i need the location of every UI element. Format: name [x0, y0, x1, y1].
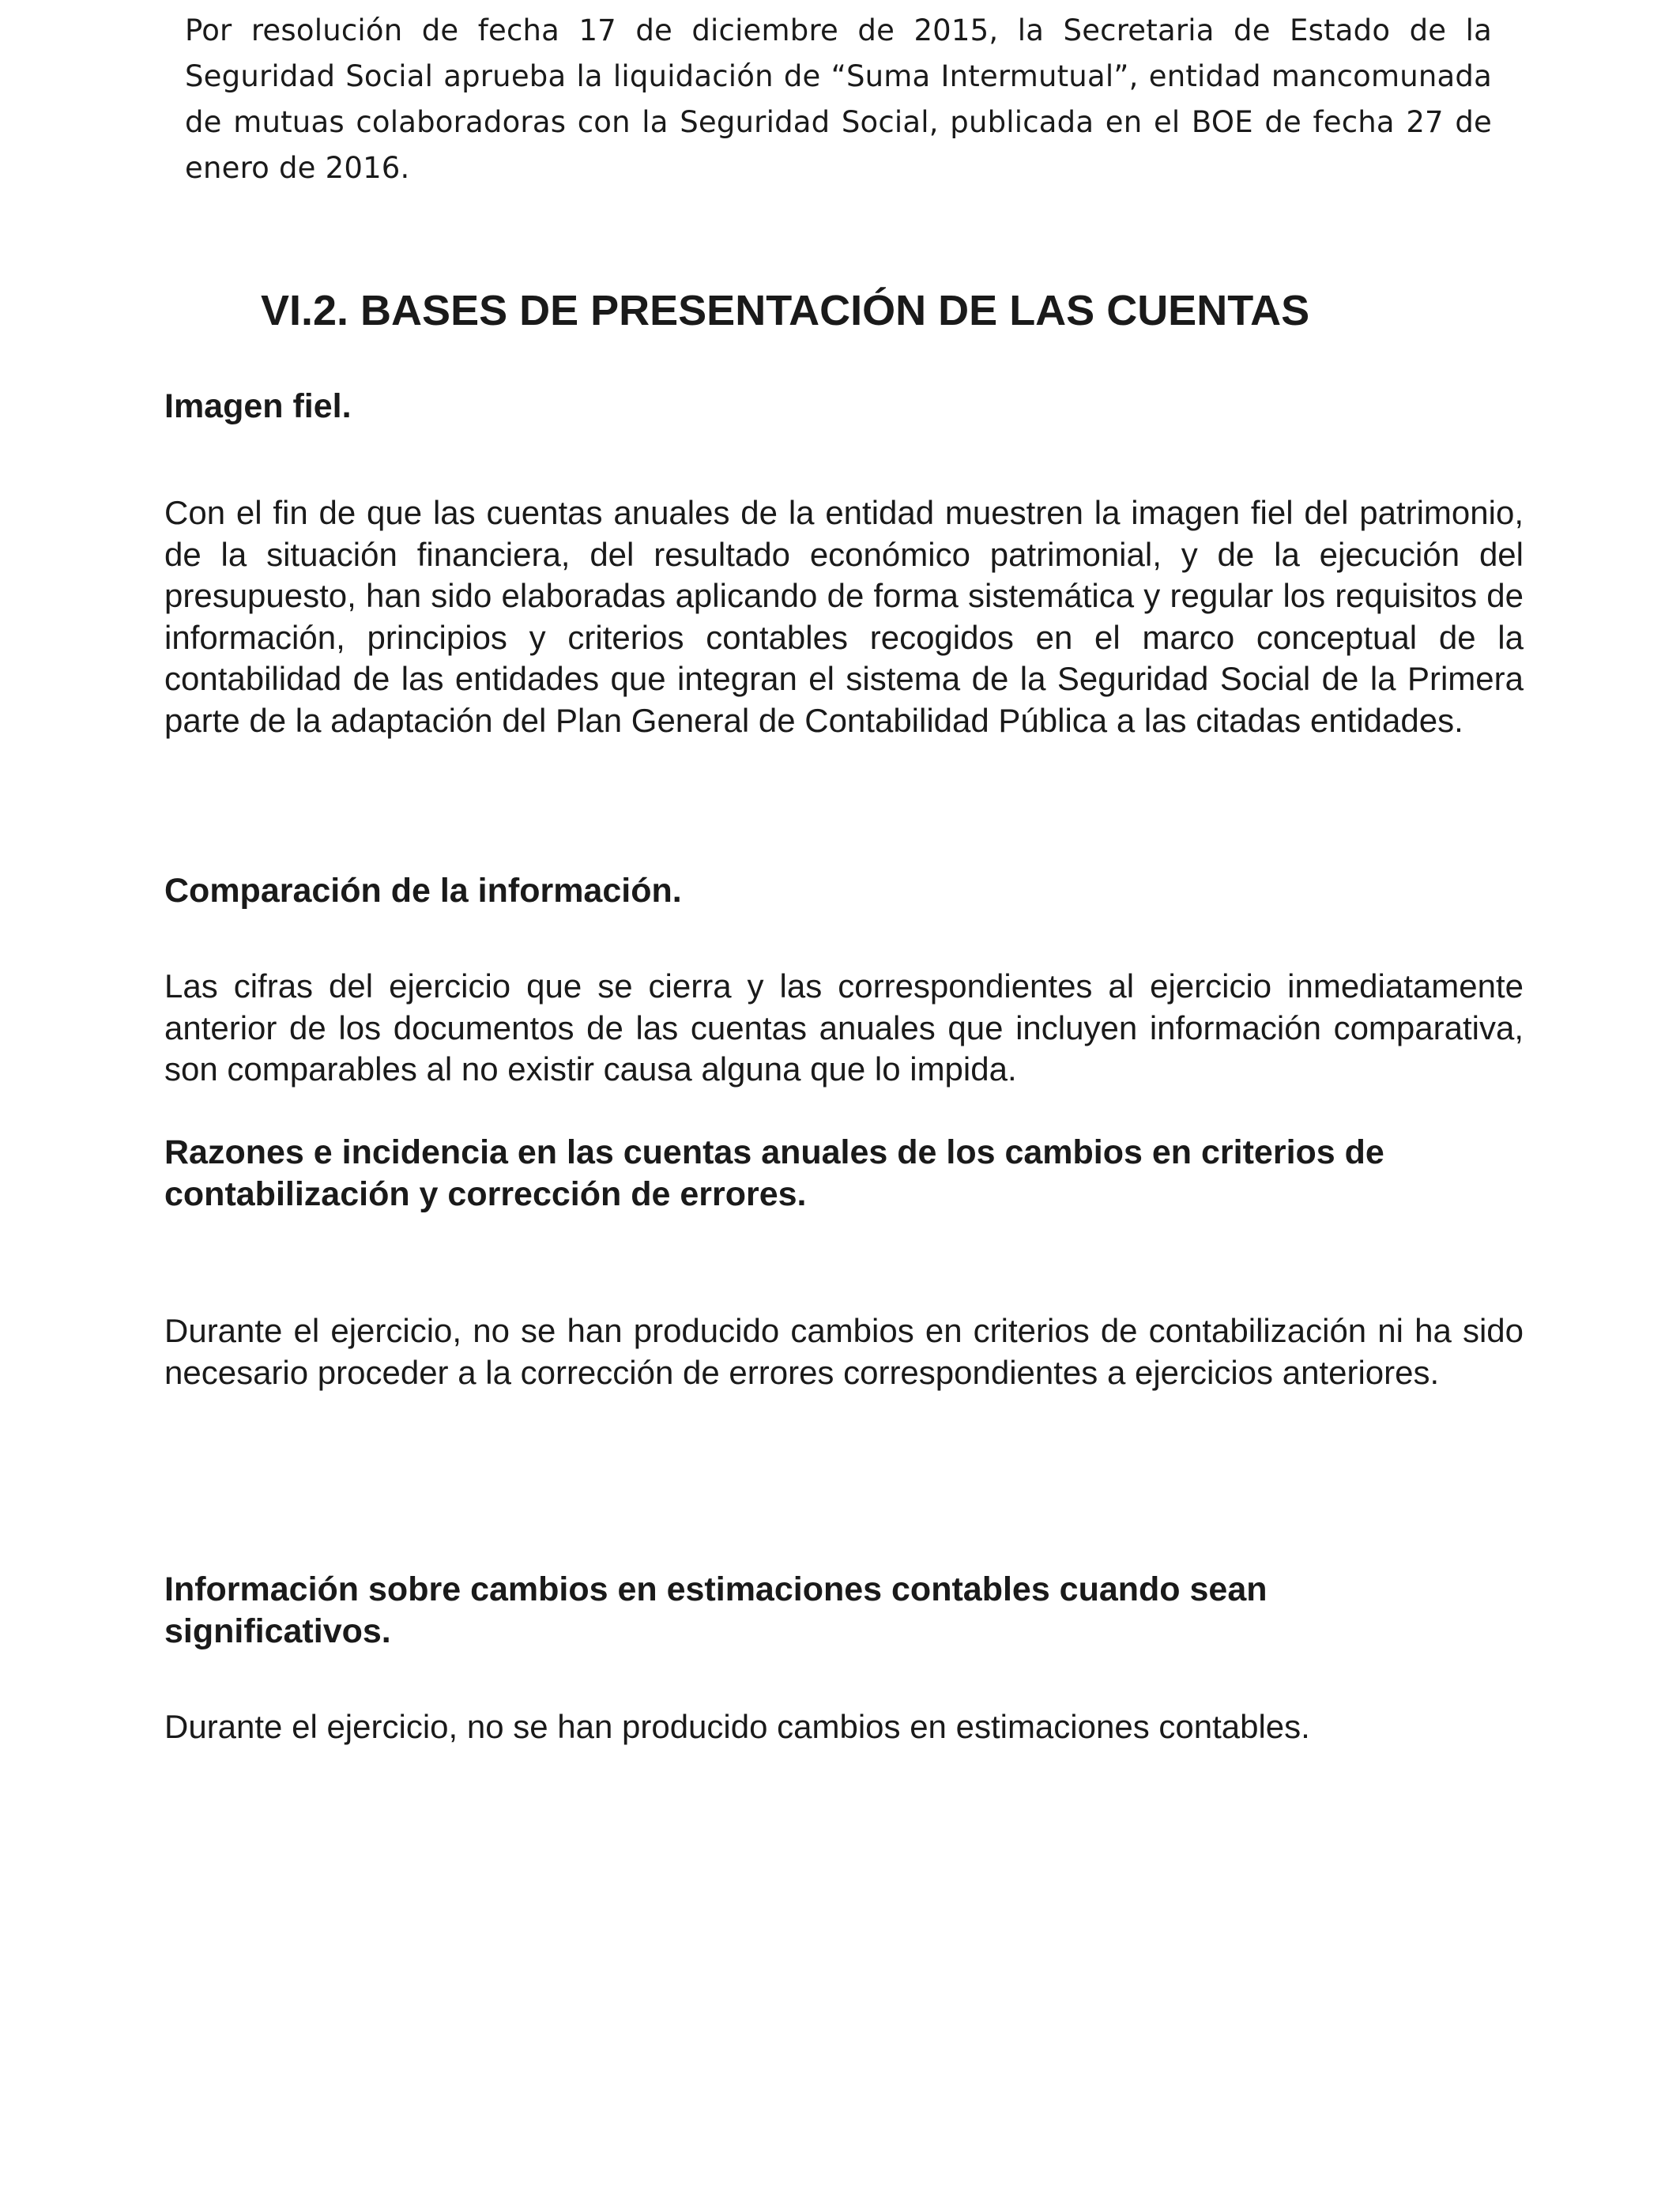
section-title: VI.2. BASES DE PRESENTACIÓN DE LAS CUENTAS	[261, 287, 1310, 334]
estimaciones-heading: Información sobre cambios en estimaciones contables cuando sean significativos.	[164, 1570, 1268, 1650]
imagen-fiel-heading: Imagen fiel.	[164, 387, 352, 425]
estimaciones-paragraph: Durante el ejercicio, no se han producido cambios en estimaciones contables.	[164, 1708, 1310, 1745]
comparacion-heading: Comparación de la información.	[164, 872, 682, 910]
imagen-fiel-paragraph: Con el fin de que las cuentas anuales de la entidad muestren la imagen fiel del patrimonio, de la situación financiera, del resultado económico patrimonial, y de la ejecución del presupuesto, han sido elaboradas aplicando de forma sistemática y regular los requisitos de información, principios y criterios contables recogidos en el marco conceptual de la contabilidad de las entidades que integran el sistema de la Seguridad Social de la Primera parte de la adaptación del Plan General de Contabilidad Pública a las citadas entidades.	[164, 494, 1524, 739]
intro-paragraph: Por resolución de fecha 17 de diciembre de 2015, la Secretaria de Estado de la Seguridad Social aprueba la liquidación de “Suma Intermutual”, entidad mancomunada de mutuas colaboradoras con la Seguridad Social, publicada en el BOE de fecha 27 de enero de 2016.	[185, 13, 1492, 185]
razones-heading: Razones e incidencia en las cuentas anuales de los cambios en criterios de contabilización y corrección de errores.	[164, 1133, 1384, 1213]
razones-paragraph: Durante el ejercicio, no se han producido cambios en criterios de contabilización ni ha sido necesario proceder a la corrección de errores correspondientes a ejercicios anteriores.	[164, 1312, 1524, 1391]
comparacion-paragraph: Las cifras del ejercicio que se cierra y las correspondientes al ejercicio inmediatamente anterior de los documentos de las cuentas anuales que incluyen información comparativa, son comparables al no existir causa alguna que lo impida.	[164, 967, 1524, 1088]
